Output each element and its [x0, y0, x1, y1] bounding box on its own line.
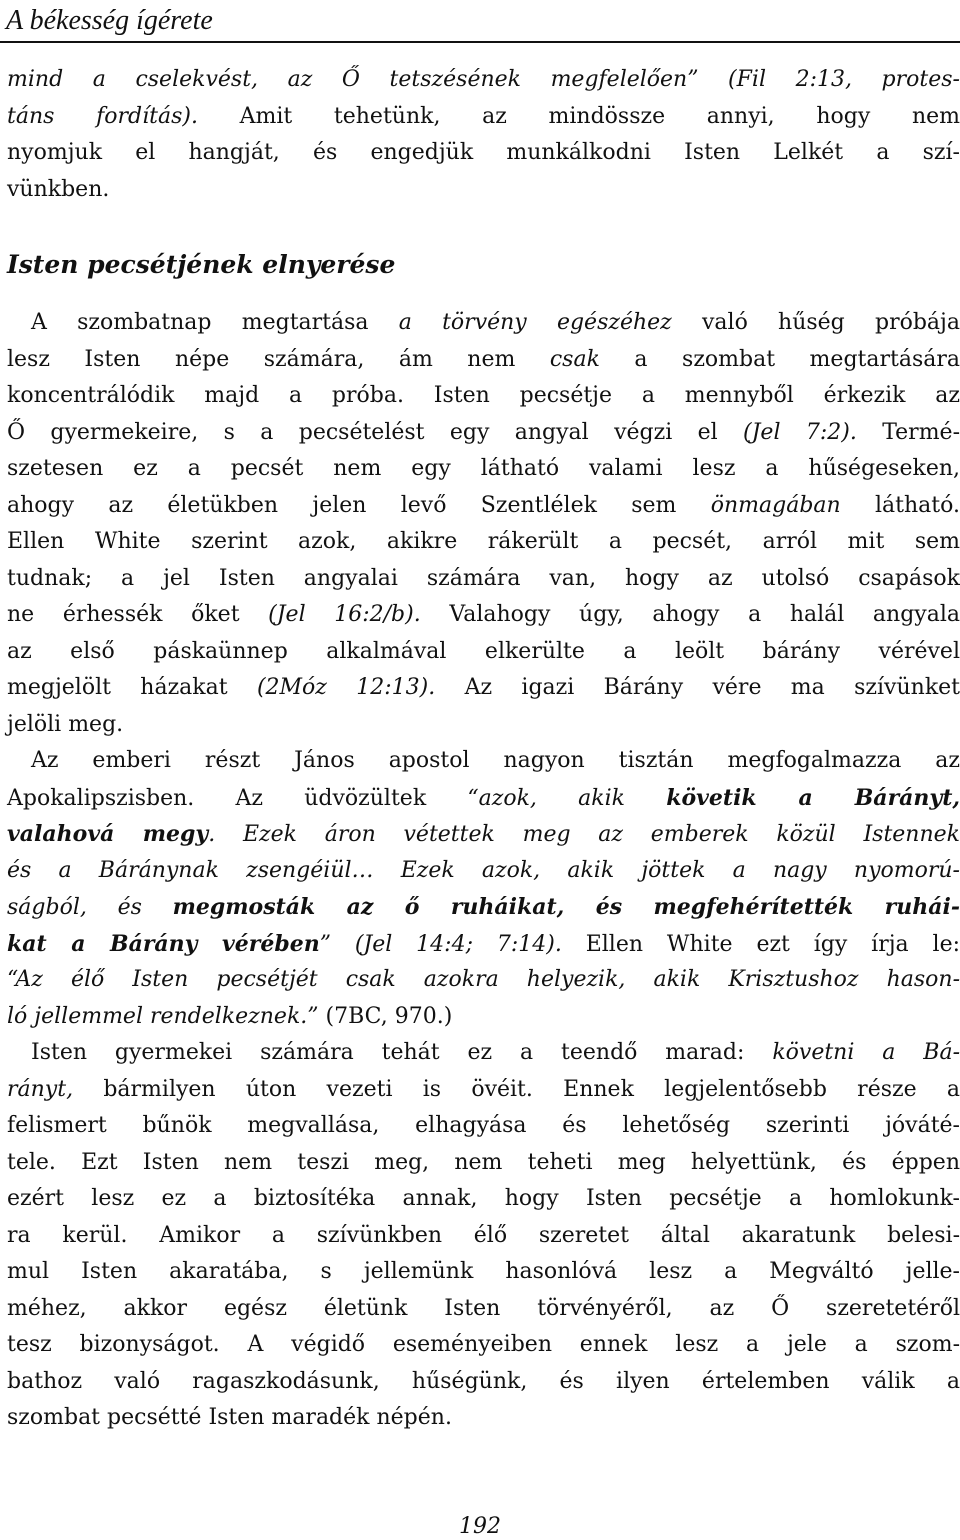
text-run: bathoz való ragaszkodásunk, hűségünk, és ilyen értelemben válik a [7, 1368, 960, 1394]
text-line [0, 634, 960, 671]
text-line [0, 780, 960, 817]
text-run: “azok, akik [467, 785, 667, 811]
text-run: koncentrálódik majd a próba. Isten pecsétje a mennyből érkezik az [7, 383, 960, 408]
text-run: (Jel 7:2). [743, 419, 857, 445]
text-line [0, 743, 960, 780]
text-run: lesz Isten népe számára, ám nem [7, 346, 550, 372]
text-line [0, 1035, 960, 1072]
text-run: tudnak; a jel Isten angyalai számára van, hogy az utolsó csapások [7, 565, 960, 591]
text-run: ” (Jel 14:4; 7:14). [319, 931, 562, 957]
text-run: megjelölt házakat [7, 675, 257, 700]
text-line [0, 1218, 960, 1255]
text-run: Ellen White szerint azok, akikre rákerült a pecsét, arról mit sem [7, 529, 960, 554]
text-run: követni a Bá- [772, 1040, 960, 1065]
text-line [0, 524, 960, 561]
text-line [0, 172, 960, 209]
text-run: Ellen White ezt így írja le: [561, 931, 960, 957]
text-line [0, 378, 960, 415]
text-run: méhez, akkor egész életünk Isten törvényéről, az Ő szeretetéről [7, 1295, 960, 1321]
text-run: (2Móz 12:13). [256, 675, 436, 700]
text-run: szombat pecsétté Isten maradék népén. [7, 1405, 452, 1430]
text-run: (7BC, 970.) [318, 1003, 453, 1029]
text-line [0, 999, 960, 1036]
text-line [0, 488, 960, 525]
text-run: ahogy az életükben jelen levő Szentlélek sem [7, 492, 711, 518]
text-run: és a Báránynak zsengéiül… Ezek azok, akik jöttek a nagy nyomorú- [7, 857, 960, 883]
text-line [0, 342, 960, 379]
text-run: vünkben. [7, 176, 110, 202]
section-heading: Isten pecsétjének elnyerése [7, 250, 396, 279]
paragraph-continued [0, 62, 960, 208]
text-run: kat a Bárány vérében [7, 930, 320, 957]
text-run: rányt, [7, 1076, 74, 1102]
text-line [0, 1108, 960, 1145]
text-run: tele. Ezt Isten nem teszi meg, nem teheti meg helyettünk, és éppen [7, 1149, 960, 1175]
text-run: “Az élő Isten pecsétjét csak azokra helyezik, akik Krisztushoz hason- [7, 967, 960, 992]
text-line [0, 1291, 960, 1328]
text-line [0, 597, 960, 634]
text-line [0, 853, 960, 890]
text-line [0, 451, 960, 488]
text-line [0, 1400, 960, 1437]
text-line [0, 1364, 960, 1401]
text-line [0, 99, 960, 136]
text-line [0, 1145, 960, 1182]
text-line [0, 1181, 960, 1218]
text-line [0, 926, 960, 963]
text-line [0, 816, 960, 853]
text-run: jelöli meg. [7, 711, 124, 737]
header-rule [0, 41, 960, 43]
text-run: Az emberi részt János apostol nagyon tisztán megfogalmazza az [31, 748, 960, 773]
text-run: A szombatnap megtartása [31, 310, 399, 335]
text-line [0, 707, 960, 744]
text-run: látható. [840, 492, 960, 518]
text-run: szetesen ez a pecsét nem egy látható valami lesz a hűségeseken, [7, 456, 960, 481]
text-run: valahová megy [7, 821, 209, 847]
text-run: felismert bűnök megvallása, elhagyása és lehetőség szerinti jóváté- [7, 1113, 960, 1138]
text-line [0, 889, 960, 926]
text-run: az első páskaünnep alkalmával elkerülte a leölt bárány vérével [7, 638, 960, 664]
text-run: ra kerül. Amikor a szívünkben élő szeretet által akaratunk belesi- [7, 1222, 960, 1248]
text-run: Apokalipszisben. Az üdvözültek [7, 785, 468, 811]
text-line [0, 1327, 960, 1364]
running-head: A békesség ígérete [6, 5, 213, 36]
text-run: Termé- [856, 419, 960, 445]
text-run: Ő gyermekeire, s a pecsételést egy angyal végzi el [7, 419, 744, 445]
text-line [0, 135, 960, 172]
text-run: tesz bizonyságot. A végidő eseményeiben ennek lesz a jele a szom- [7, 1332, 960, 1357]
section-body [0, 305, 960, 1437]
text-run: bármilyen úton vezeti is övéit. Ennek legjelentősebb része a [73, 1076, 960, 1102]
text-run: Isten gyermekei számára tehát ez a teendő marad: [31, 1040, 773, 1065]
text-line [0, 670, 960, 707]
text-run: önmagában [710, 492, 841, 518]
text-run: Valahogy úgy, ahogy a halál angyala [420, 602, 960, 627]
text-run: való hűség próbája [671, 310, 960, 335]
text-run: mul Isten akaratába, s jellemünk hasonlóvá lesz a Megváltó jelle- [7, 1259, 960, 1284]
text-run: csak [549, 346, 600, 372]
text-line [0, 561, 960, 598]
text-run: Amit tehetünk, az mindössze annyi, hogy nem [197, 103, 960, 129]
text-run: a törvény egészéhez [398, 310, 672, 335]
text-run: ságból, és [7, 895, 173, 920]
text-run: ló jellemmel rendelkeznek.” [7, 1003, 319, 1029]
page-number: 192 [459, 1514, 501, 1539]
text-run: ezért lesz ez a biztosítéka annak, hogy Isten pecsétje a homlokunk- [7, 1186, 960, 1211]
text-run: követik a Bárányt, [666, 784, 960, 811]
text-run: táns fordítás). [7, 103, 198, 129]
text-run: megmosták az ő ruháikat, és megfehérítették ruhái- [172, 894, 960, 920]
text-line [0, 305, 960, 342]
text-line [0, 1254, 960, 1291]
text-run: nyomjuk el hangját, és engedjük munkálkodni Isten Lelkét a szí- [7, 140, 960, 165]
text-line [0, 962, 960, 999]
text-run: ne érhessék őket [7, 602, 269, 627]
text-line [0, 1072, 960, 1109]
text-line [0, 415, 960, 452]
text-run: a szombat megtartására [599, 346, 960, 372]
text-run: . Ezek áron vétettek meg az emberek közül Istennek [208, 822, 960, 847]
text-run: Az igazi Bárány vére ma szívünket [435, 675, 960, 700]
text-run: mind a cselekvést, az Ő tetszésének megfelelően” (Fil 2:13, protes- [7, 67, 960, 92]
text-run: (Jel 16:2/b). [268, 602, 421, 627]
text-line [0, 62, 960, 99]
